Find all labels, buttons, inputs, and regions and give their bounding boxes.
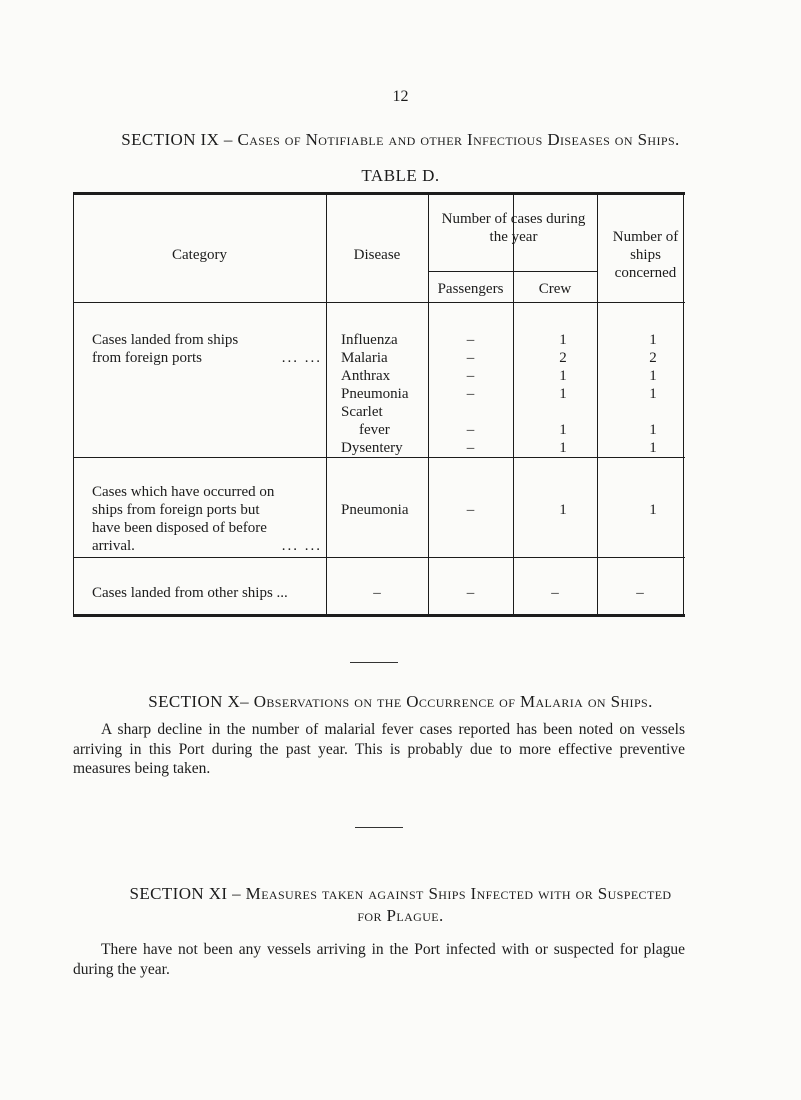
group2-category-line1: Cases which have occurred on <box>92 484 275 500</box>
group2-ships: 1 <box>649 502 657 518</box>
crew-value: 1 <box>559 422 567 438</box>
section-ix-heading <box>0 130 801 150</box>
group3-ships: – <box>636 585 644 601</box>
disease-pneumonia: Pneumonia <box>341 386 409 402</box>
passengers-value: – <box>466 350 475 366</box>
header-passengers: Passengers <box>437 281 504 297</box>
passengers-value: – <box>466 368 475 384</box>
header-number-of-cases: Number of cases during the year <box>441 211 586 245</box>
passengers-value: – <box>466 422 475 438</box>
group1-category-line2: from foreign ports ... ... <box>92 350 322 366</box>
ships-value: 1 <box>649 332 657 348</box>
ships-value: 1 <box>649 422 657 438</box>
section-ix-label: SECTION IX – <box>121 130 238 149</box>
section-xi-heading <box>0 884 801 904</box>
header-category: Category <box>172 247 227 263</box>
col-divider <box>428 195 429 614</box>
crew-value: 1 <box>559 440 567 456</box>
table-d <box>73 192 685 617</box>
passengers-value: – <box>466 386 475 402</box>
crew-value: 1 <box>559 386 567 402</box>
col-divider <box>513 195 514 614</box>
group2-category-line2: ships from foreign ports but <box>92 502 260 518</box>
group2-category-line3: have been disposed of before <box>92 520 267 536</box>
section-xi-title-line2-wrap <box>0 906 801 926</box>
section-x-body: A sharp decline in the number of malarial fever cases reported has been noted on vessels arriving in this Port during the past year. This is probably due to more effective preventive measures being taken. <box>73 721 685 777</box>
section-xi-title-line1: Measures taken against Ships Infected with or Suspected <box>245 884 672 903</box>
crew-value: 2 <box>559 350 567 366</box>
section-divider <box>350 662 398 663</box>
ships-value: 1 <box>649 368 657 384</box>
section-x-label: SECTION X– <box>148 692 254 711</box>
group2-disease: Pneumonia <box>341 502 409 518</box>
disease-malaria: Malaria <box>341 350 388 366</box>
group3-crew: – <box>551 585 559 601</box>
header-crew: Crew <box>538 281 572 297</box>
passengers-value: – <box>466 440 475 456</box>
crew-value: 1 <box>559 332 567 348</box>
page-number: 12 <box>392 88 409 105</box>
section-xi-body: There have not been any vessels arriving in the Port infected with or suspected for plague during the year. <box>73 941 685 978</box>
section-x-heading <box>0 692 801 712</box>
section-ix-title: Cases of Notifiable and other Infectious Diseases on Ships. <box>237 130 680 149</box>
disease-influenza: Influenza <box>341 332 398 348</box>
disease-anthrax: Anthrax <box>341 368 391 384</box>
group1-category-line1: Cases landed from ships <box>92 332 239 348</box>
header-bottom-line <box>73 302 685 303</box>
table-title: TABLE D. <box>361 166 440 185</box>
header-ships: Number of ships concerned <box>612 229 679 281</box>
disease-dysentery: Dysentery <box>341 440 403 456</box>
section-divider <box>355 827 403 828</box>
row-divider <box>73 457 685 458</box>
group2-passengers: – <box>466 502 475 518</box>
disease-scarlet-fever: fever <box>359 422 390 438</box>
col-divider <box>597 195 598 614</box>
section-x-title: Observations on the Occurrence of Malaria on Ships. <box>253 692 653 711</box>
disease-scarlet: Scarlet <box>341 404 383 420</box>
section-xi-label: SECTION XI – <box>129 884 246 903</box>
header-disease: Disease <box>353 247 401 263</box>
passengers-value: – <box>466 332 475 348</box>
section-xi-title-line2: for Plague. <box>357 906 444 925</box>
group3-passengers: – <box>466 585 475 601</box>
ships-value: 1 <box>649 440 657 456</box>
crew-value: 1 <box>559 368 567 384</box>
row-divider <box>73 557 685 558</box>
group2-category-line4: arrival. ... ... <box>92 538 322 554</box>
ships-value: 2 <box>649 350 657 366</box>
subheader-line <box>428 271 597 272</box>
group3-disease: – <box>373 585 381 601</box>
ships-value: 1 <box>649 386 657 402</box>
group2-crew: 1 <box>559 502 567 518</box>
group3-category: Cases landed from other ships ... <box>92 585 288 601</box>
